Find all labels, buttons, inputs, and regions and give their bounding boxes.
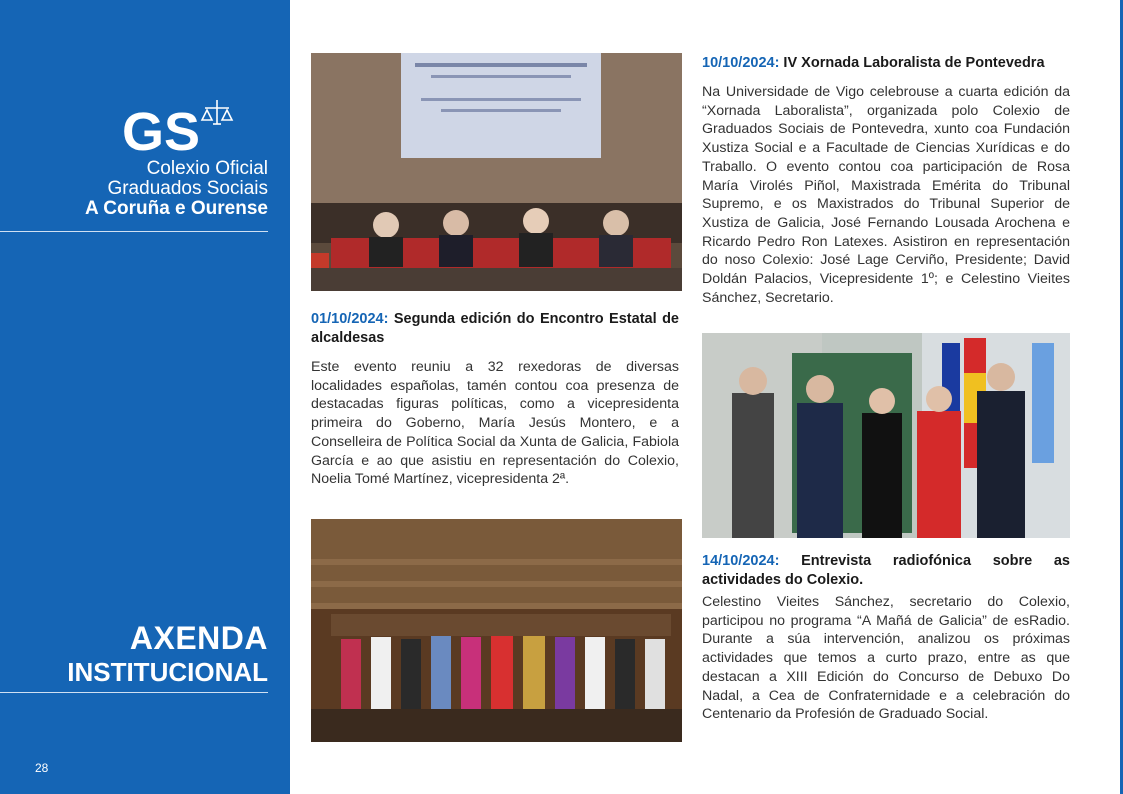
- logo-line-1: Colexio Oficial: [146, 158, 268, 179]
- page-number: 28: [35, 761, 49, 775]
- event-title-2: IV Xornada Laboralista de Pontevedra: [779, 55, 1045, 71]
- sidebar: [0, 0, 290, 794]
- photo-group-flags: [702, 333, 1070, 538]
- logo-initials: GS: [122, 102, 201, 158]
- event-title-3: Entrevista radiofónica sobre as actividades do Colexio.: [702, 553, 1070, 588]
- event-body-3: Celestino Vieites Sánchez, secretario do Colexio, participou no programa “A Mañá de Galicia” de esRadio. Durante a súa intervención, analizou os próximas actividades que temos a curto prazo, entre as que destacan a XIII Edición do Concurso de Debuxo Do Nadal, a Cea de Confraternidade e a celebración do Centenario da Profesión de Graduado Social.: [702, 594, 1070, 723]
- event-heading-2: [702, 54, 1070, 73]
- logo-mark: [122, 98, 242, 158]
- event-date-1: 01/10/2024:: [311, 311, 389, 327]
- event-body-2: Na Universidade de Vigo celebrouse a cuarta edición da “Xornada Laboralista”, organizada polo Colexio de Graduados Sociais de Pontevedra, xunto coa Fundación Xustiza Social e a Facultade de Ciencias Xurídicas e do Traballo. O evento contou coa participación de Rosa María Virolés Piñol, Maxistrada Emérita do Tribunal Supremo, e os Maxistrados do Tribunal Superior de Xustiza de Galicia, José Fernando Lousada Arochena e Ricardo Pedro Ron Latexes. Asistiron en representación do noso Colexio: José Lage Cerviño, Presidente; David Doldán Palacios, Vicepresidente 1º; e Celestino Vieites Sánchez, Secretario.: [702, 84, 1070, 306]
- section-subtitle: INSTITUCIONAL: [67, 657, 268, 687]
- photo-conference-panel: [311, 53, 682, 291]
- event-date-2: 10/10/2024:: [702, 55, 780, 71]
- section-title: AXENDA: [129, 620, 268, 656]
- logo-line-2: Graduados Sociais: [107, 178, 268, 199]
- event-title-1: Segunda edición do Encontro Estatal de alcaldesas: [311, 311, 679, 346]
- photo-group-auditorium: [311, 519, 682, 742]
- divider-top: [0, 231, 268, 232]
- event-heading-3: [702, 552, 1070, 590]
- scales-icon: [202, 100, 232, 124]
- event-date-3: 14/10/2024:: [702, 553, 780, 569]
- event-heading-1: [311, 310, 679, 348]
- event-body-1: Este evento reuniu a 32 rexedoras de diversas localidades españolas, tamén contou coa presenza de destacadas figuras políticas, como a vicepresidenta primeira do Goberno, María Jesús Montero, e a Conselleira de Política Social da Xunta de Galicia, Fabiola García e ao que asistiu en representación do Colexio, Noelia Tomé Martínez, vicepresidenta 2ª.: [311, 359, 679, 488]
- logo-line-3: A Coruña e Ourense: [84, 198, 268, 219]
- divider-bottom: [0, 692, 268, 693]
